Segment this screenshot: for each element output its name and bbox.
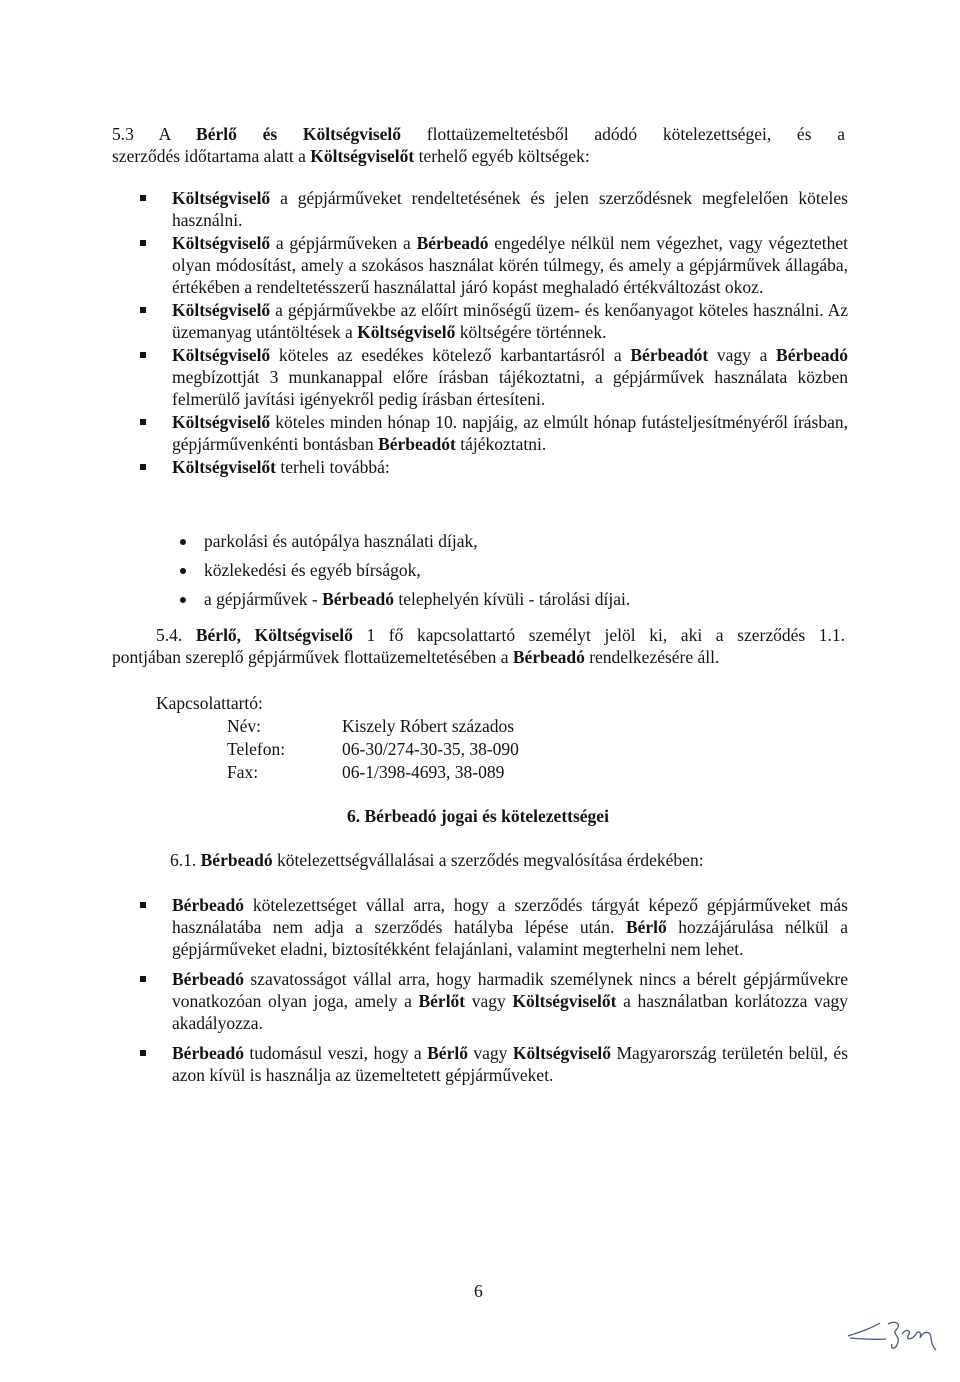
section-5-4 [112, 624, 845, 668]
list-item: Bérbeadó kötelezettséget vállal arra, hogy a szerződés tárgyát képező gépjárműveket más használatába nem adja a szerződés hatályba lépése utá​n. Bérlő hozzájárulása nélkül a gépjárműveket eladni, biztosítékként felajánlani, valamint megterhelni nem lehet. [140, 894, 848, 960]
round-bullet-icon [180, 539, 186, 545]
list-item: Költségviselő köteles az esedékes kötelező karbantartásról a Bérbeadót vagy a Bérbeadó megbízottját 3 munkanappal előre írásban tájékoztatni, a gépjárművek használata közben felmerülő javítási igényekről pedig írásban értesíteni. [140, 344, 848, 410]
list-item: Költségviselő a gépjárművekbe az előírt minőségű üzem- és kenőanyagot köteles használni. Az üzemanyag utántöltések a Költségviselő költségére történnek. [140, 299, 848, 343]
square-bullet-icon [140, 240, 146, 246]
section-5-4-line-2: pontjában szereplő gépjárművek flottaüzemeltetésében a Bérbeadó rendelkezésére áll. [112, 647, 720, 667]
list-item: a gépjárművek - Bérbeadó telephelyén kívüli - tárolási díjai. [180, 585, 780, 614]
section-6-title: 6. Bérbeadó jogai és kötelezettségei [347, 806, 609, 826]
round-bullet-icon [180, 568, 186, 574]
square-bullet-icon [140, 307, 146, 313]
list-item: Költségviselőt terheli továbbá: [140, 456, 848, 478]
contact-fax-value: 06-1/398-4693, 38-089 [342, 762, 505, 782]
list-item: Bérbeadó tudomásul veszi, hogy a Bérlő vagy Költségviselő Magyarország területén belül, és azon kívül is használja az üzemeltetett gépjárműveket. [140, 1042, 848, 1086]
section-5-3-list [140, 187, 848, 479]
contact-name-label: Név: [227, 716, 262, 736]
contact-phone-value: 06-30/274-30-35, 38-090 [342, 739, 519, 759]
square-bullet-icon [140, 464, 146, 470]
square-bullet-icon [140, 902, 146, 908]
intro-line-1: 5.3 A Bérlő és Költségviselő flottaüzemeltetésből adódó kötelezettségei, és a [112, 124, 845, 144]
section-6-list [140, 894, 848, 1087]
list-item: Költségviselő a gépjárműveken a Bérbeadó engedélye nélkül nem végezhet, vagy végeztethet olyan módosítást, amely a szokásos használat körén túlmegy, és amely a gépjárművek állagába, értékében a rendeltetésszerű használattal járó kopást meghaladó értékváltozást okoz. [140, 232, 848, 298]
intro-line-2: szerződés időtartama alatt a Költségviselőt terhelő egyéb költségek: [112, 146, 590, 166]
list-item: közlekedési és egyéb bírságok, [180, 556, 780, 585]
square-bullet-icon [140, 195, 146, 201]
section-5-4-line-1: 5.4. Bérlő, Költségviselő 1 fő kapcsolattartó személyt jelöl ki, aki a szerződés 1.1. [156, 625, 846, 645]
page-number: 6 [474, 1281, 483, 1301]
contact-heading: Kapcsolattartó: [156, 693, 263, 713]
contact-name-value: Kiszely Róbert százados [342, 716, 515, 736]
round-bullet-icon [180, 597, 186, 603]
list-item: Bérbeadó szavatosságot vállal arra, hogy harmadik személynek nincs a bérelt gépjárművekre vonatkozóan olyan joga, amely a Bérlőt vagy Költségviselőt a használatban korlátozza vagy akadályozza. [140, 968, 848, 1034]
section-6-1-intro: 6.1. Bérbeadó kötelezettségvállalásai a szerződés megvalósítása érdekében: [170, 850, 704, 870]
list-item: parkolási és autópálya használati díjak, [180, 527, 780, 556]
square-bullet-icon [140, 419, 146, 425]
signature-icon [846, 1310, 942, 1356]
section-5-3-intro [112, 123, 845, 167]
list-item: Költségviselő a gépjárműveket rendeltetésének és jelen szerződésnek megfelelően köteles használni. [140, 187, 848, 231]
contact-phone-label: Telefon: [227, 739, 286, 759]
square-bullet-icon [140, 976, 146, 982]
list-item: Költségviselő köteles minden hónap 10. napjáig, az elmúlt hónap futásteljesítményéről írásban, gépjárművenkénti bontásban Bérbeadót tájékoztatni. [140, 411, 848, 455]
square-bullet-icon [140, 352, 146, 358]
square-bullet-icon [140, 1050, 146, 1056]
cost-list [180, 527, 780, 614]
contact-fax-label: Fax: [227, 762, 259, 782]
